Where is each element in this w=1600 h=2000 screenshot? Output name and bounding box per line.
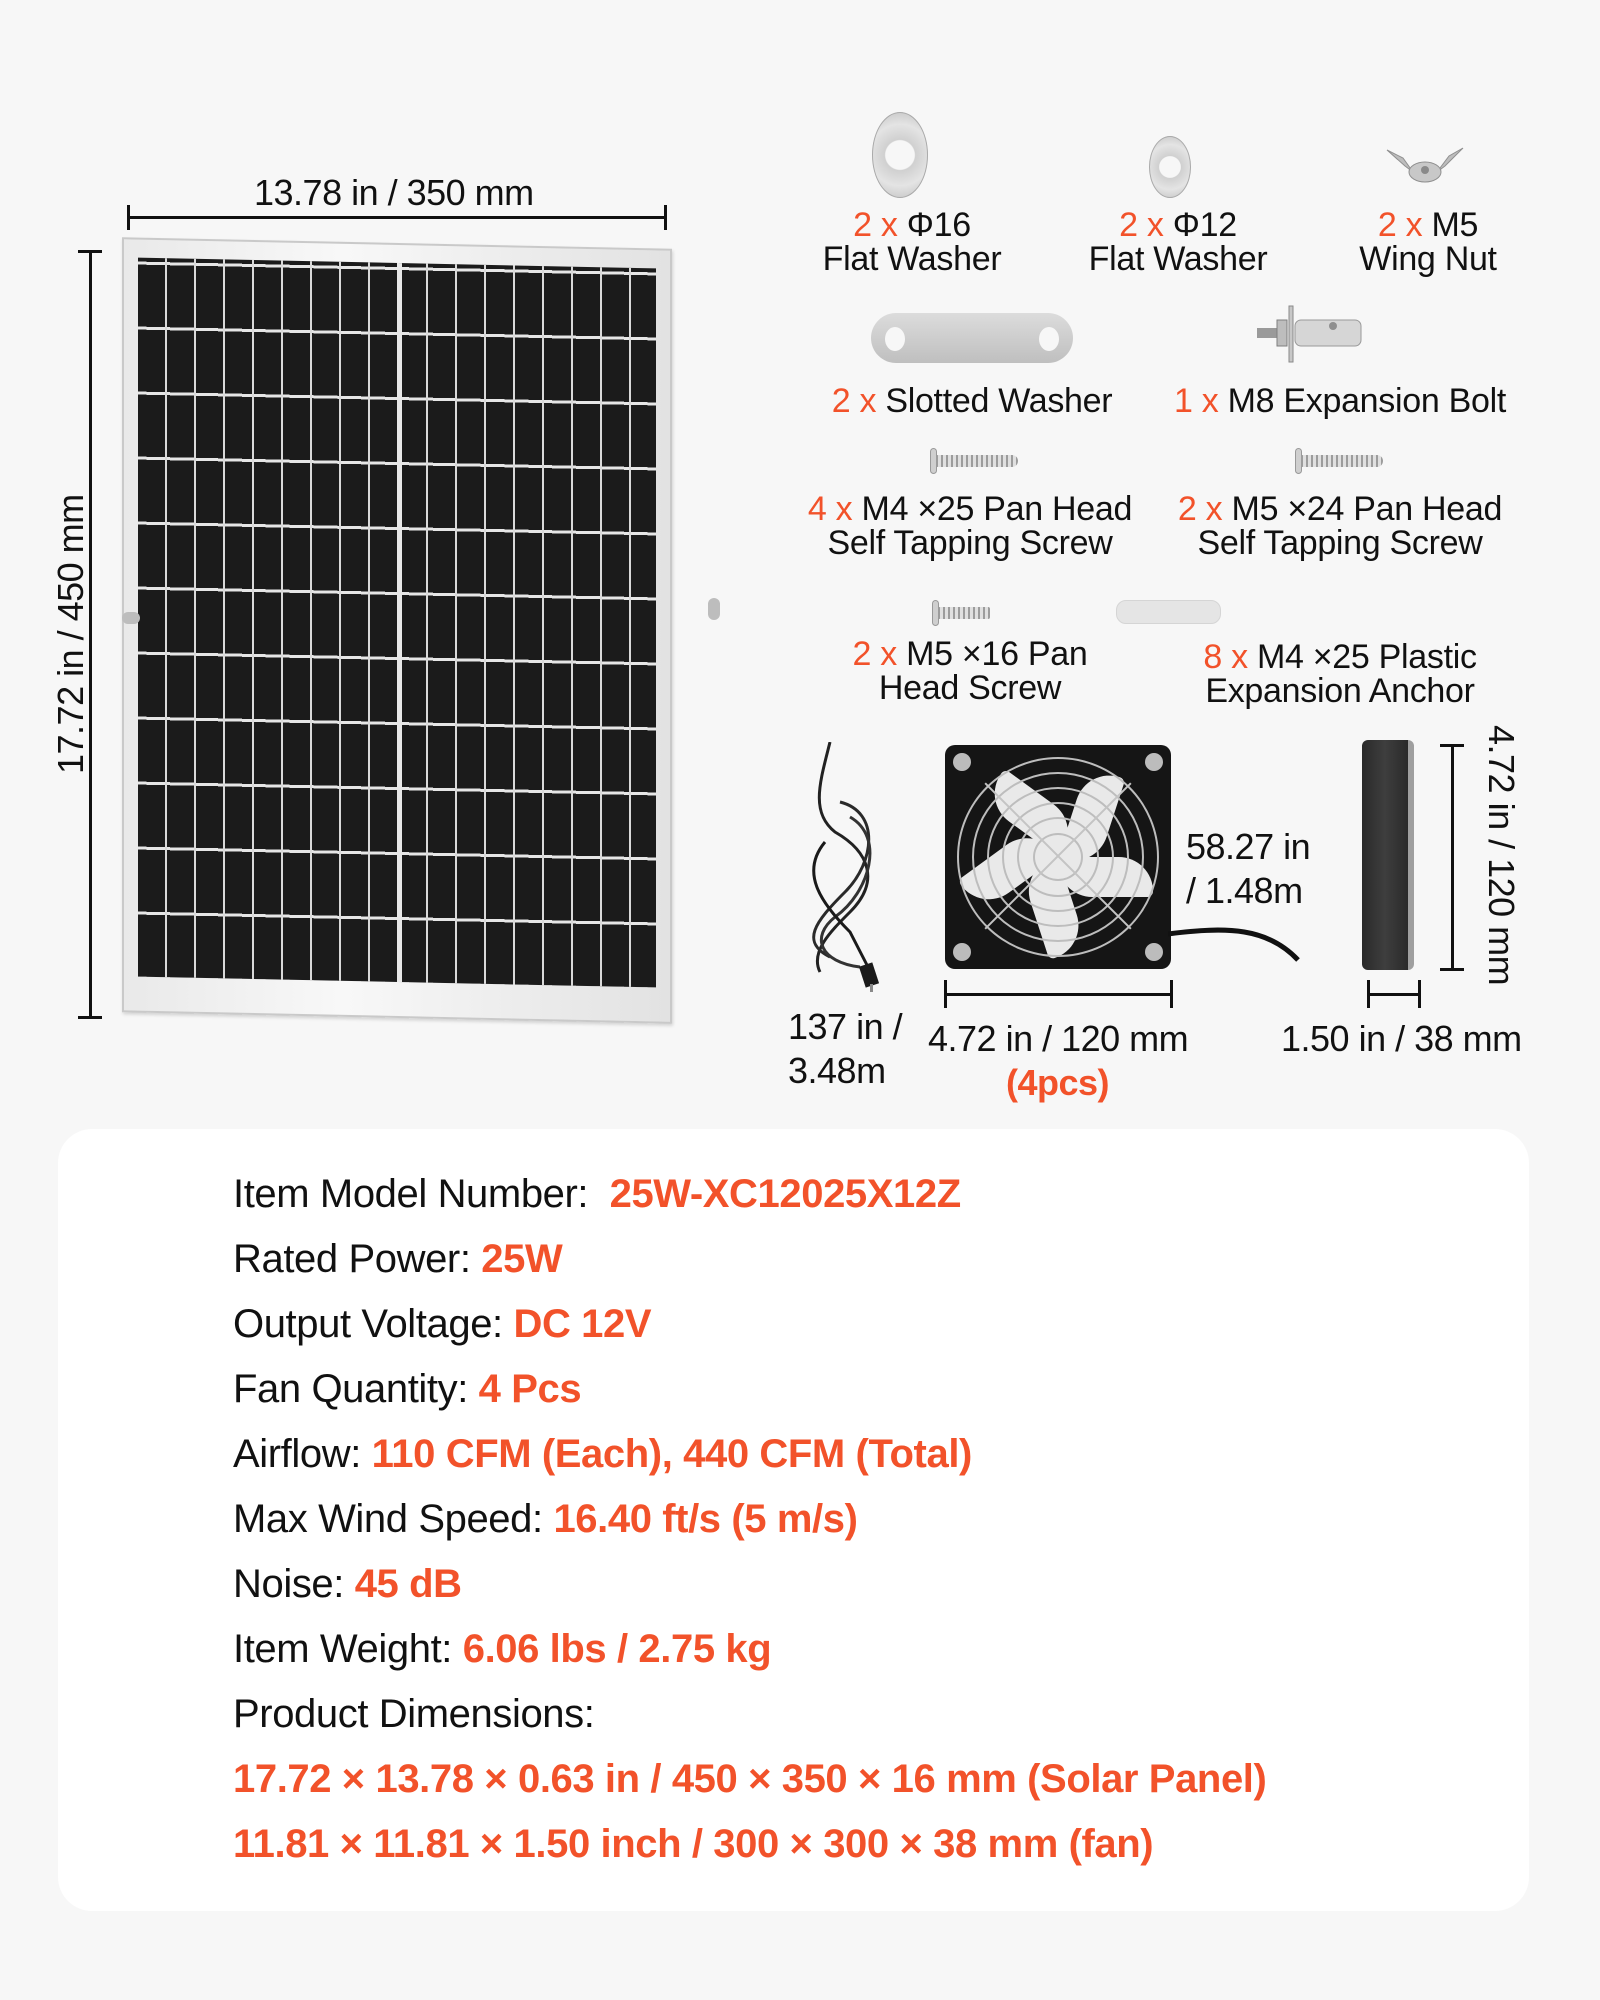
fan-height-line bbox=[1451, 745, 1454, 970]
spec-value: 4 Pcs bbox=[478, 1367, 582, 1411]
fan-cable-length bbox=[1186, 825, 1310, 913]
wing-nut-icon bbox=[1383, 142, 1467, 184]
accessory-qty: 4 x bbox=[807, 490, 853, 528]
accessory-item bbox=[1160, 492, 1520, 560]
dim-tick bbox=[78, 250, 102, 253]
spec-model-number bbox=[233, 1171, 961, 1217]
spec-airflow bbox=[233, 1431, 972, 1477]
fan-side-image bbox=[1362, 740, 1414, 970]
accessory-qty: 2 x bbox=[1119, 206, 1164, 244]
accessory-item bbox=[1078, 208, 1278, 276]
spec-label: Rated Power: bbox=[233, 1237, 471, 1281]
cable-length-line2: 3.48m bbox=[788, 1050, 886, 1091]
accessory-name: Flat Washer bbox=[1088, 240, 1268, 278]
accessory-item bbox=[1160, 384, 1520, 418]
accessory-name: Head Screw bbox=[878, 669, 1062, 707]
accessory-name: M5 ×24 Pan Head bbox=[1231, 490, 1503, 528]
slotted-washer-icon bbox=[871, 313, 1073, 363]
dim-tick bbox=[944, 980, 947, 1008]
accessory-name: M5 ×16 Pan bbox=[906, 635, 1088, 673]
accessory-name: M4 ×25 Plastic bbox=[1256, 638, 1477, 676]
flat-washer-16-icon bbox=[872, 112, 928, 198]
accessory-qty: 1 x bbox=[1173, 382, 1219, 420]
solar-panel-image bbox=[122, 237, 672, 1024]
fan-screw-icon bbox=[1145, 943, 1163, 961]
panel-divider bbox=[397, 263, 402, 982]
spec-value: 17.72 × 13.78 × 0.63 in / 450 × 350 × 16 mm (Solar Panel) bbox=[233, 1757, 1267, 1801]
accessory-qty: 8 x bbox=[1203, 638, 1248, 676]
fan-height-label: 4.72 in / 120 mm bbox=[1481, 725, 1522, 986]
fan-cable-line2: / 1.48m bbox=[1186, 870, 1303, 911]
spec-label: Max Wind Speed: bbox=[233, 1497, 543, 1541]
accessory-name: Self Tapping Screw bbox=[1197, 524, 1483, 562]
dimensions-fan bbox=[233, 1821, 1153, 1867]
dim-tick bbox=[1170, 980, 1173, 1008]
spec-item-weight bbox=[233, 1626, 771, 1672]
spec-value: 25W bbox=[481, 1237, 563, 1281]
fan-cable-line1: 58.27 in bbox=[1186, 826, 1311, 867]
accessory-item bbox=[812, 384, 1132, 418]
accessory-name: Self Tapping Screw bbox=[827, 524, 1113, 562]
fan-quantity-label: (4pcs) bbox=[1006, 1062, 1110, 1103]
accessory-name: Φ16 bbox=[906, 206, 971, 244]
dim-tick bbox=[1440, 744, 1464, 747]
accessory-name: Wing Nut bbox=[1359, 240, 1497, 278]
dim-tick bbox=[78, 1016, 102, 1019]
spec-product-dimensions bbox=[233, 1691, 594, 1737]
accessory-name: Flat Washer bbox=[822, 240, 1002, 278]
panel-knob-icon bbox=[122, 612, 140, 624]
fan-screw-icon bbox=[1145, 753, 1163, 771]
spec-label: Noise: bbox=[233, 1562, 344, 1606]
spec-rated-power bbox=[233, 1236, 562, 1282]
panel-knob-icon bbox=[708, 598, 720, 620]
accessory-name: Φ12 bbox=[1172, 206, 1237, 244]
fan-front-image bbox=[945, 745, 1171, 969]
spec-fan-quantity bbox=[233, 1366, 581, 1412]
panel-width-label: 13.78 in / 350 mm bbox=[254, 172, 534, 213]
screw-thread bbox=[936, 455, 1018, 467]
accessory-name: Slotted Washer bbox=[885, 382, 1113, 420]
fan-width-label: 4.72 in / 120 mm bbox=[928, 1018, 1189, 1059]
dim-tick bbox=[1418, 980, 1421, 1008]
spec-value: DC 12V bbox=[513, 1302, 652, 1346]
spec-value: 6.06 lbs / 2.75 kg bbox=[462, 1627, 772, 1671]
expansion-bolt-icon bbox=[1255, 302, 1365, 366]
accessory-name: M4 ×25 Pan Head bbox=[861, 490, 1133, 528]
plastic-anchor-icon bbox=[1116, 600, 1221, 624]
spec-label: Product Dimensions: bbox=[233, 1692, 595, 1736]
extension-cable-length bbox=[788, 1005, 902, 1093]
fan-screw-icon bbox=[953, 753, 971, 771]
dim-tick bbox=[127, 205, 130, 230]
spec-output-voltage bbox=[233, 1301, 651, 1347]
panel-height-label: 17.72 in / 450 mm bbox=[50, 494, 91, 774]
fan-cable-icon bbox=[1168, 910, 1328, 970]
accessory-name: M8 Expansion Bolt bbox=[1227, 382, 1506, 420]
extension-cable-icon bbox=[790, 742, 900, 992]
dim-tick bbox=[1440, 968, 1464, 971]
accessory-qty: 2 x bbox=[831, 382, 877, 420]
accessory-name: Expansion Anchor bbox=[1205, 672, 1475, 710]
spec-value: 16.40 ft/s (5 m/s) bbox=[553, 1497, 858, 1541]
accessory-item bbox=[812, 208, 1012, 276]
accessory-qty: 2 x bbox=[852, 635, 897, 673]
screw-thread bbox=[1301, 455, 1383, 467]
screw-thread bbox=[938, 607, 990, 619]
spec-value: 25W-XC12025X12Z bbox=[609, 1172, 961, 1216]
accessory-name: M5 bbox=[1431, 206, 1479, 244]
accessory-qty: 2 x bbox=[1177, 490, 1223, 528]
spec-label: Output Voltage: bbox=[233, 1302, 503, 1346]
accessory-qty: 2 x bbox=[853, 206, 898, 244]
accessory-item bbox=[1328, 208, 1528, 276]
fan-width-line bbox=[945, 993, 1171, 996]
spec-value: 45 dB bbox=[354, 1562, 462, 1606]
spec-label: Fan Quantity: bbox=[233, 1367, 468, 1411]
dimensions-solar-panel bbox=[233, 1756, 1266, 1802]
spec-value: 11.81 × 11.81 × 1.50 inch / 300 × 300 × 38 mm (fan) bbox=[233, 1822, 1154, 1866]
dim-tick bbox=[1367, 980, 1370, 1008]
fan-depth-label: 1.50 in / 38 mm bbox=[1281, 1018, 1522, 1059]
spec-label: Item Model Number: bbox=[233, 1172, 589, 1216]
spec-noise bbox=[233, 1561, 462, 1607]
accessory-item bbox=[1160, 640, 1520, 708]
accessory-item bbox=[790, 492, 1150, 560]
accessory-qty: 2 x bbox=[1377, 206, 1423, 244]
flat-washer-12-icon bbox=[1149, 136, 1191, 198]
panel-width-line bbox=[128, 216, 666, 219]
spec-label: Item Weight: bbox=[233, 1627, 452, 1671]
accessory-item bbox=[790, 637, 1150, 705]
spec-label: Airflow: bbox=[233, 1432, 361, 1476]
spec-max-wind-speed bbox=[233, 1496, 858, 1542]
cable-length-line1: 137 in / bbox=[788, 1006, 903, 1047]
fan-depth-line bbox=[1368, 993, 1420, 996]
dim-tick bbox=[664, 205, 667, 230]
fan-screw-icon bbox=[953, 943, 971, 961]
spec-value: 110 CFM (Each), 440 CFM (Total) bbox=[371, 1432, 972, 1476]
